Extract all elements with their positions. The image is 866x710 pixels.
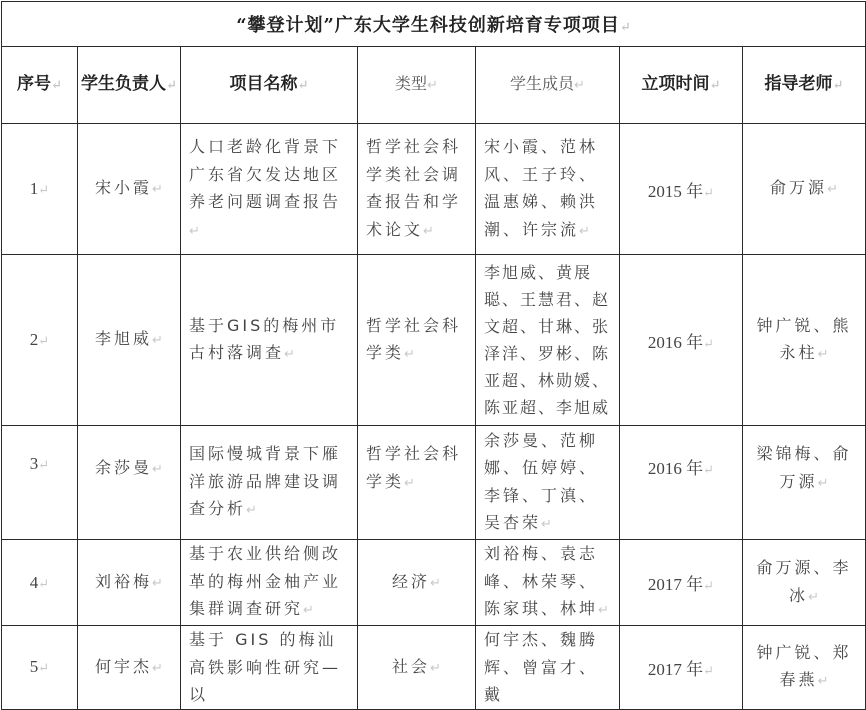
table-row (2, 540, 866, 626)
row-members: 刘裕梅、袁志峰、林荣琴、陈家琪、林坤↵ (476, 540, 620, 626)
table-row (2, 426, 866, 540)
row-year: 2017 年↵ (620, 540, 743, 626)
row-index: 2↵ (2, 255, 78, 426)
header-year: 立项时间↵ (620, 47, 743, 124)
row-index: 1↵ (2, 124, 78, 255)
table-title: “攀登计划”广东大学生科技创新培育专项项目↵ (2, 2, 866, 47)
row-index: 5↵ (2, 626, 78, 710)
table-row (2, 255, 866, 426)
row-advisor: 钟广锐、郑春燕↵ (743, 626, 866, 710)
row-advisor: 钟广锐、熊永柱↵ (743, 255, 866, 426)
row-advisor: 俞万源、李冰↵ (743, 540, 866, 626)
row-type: 经济↵ (358, 540, 476, 626)
row-leader: 刘裕梅↵ (78, 540, 181, 626)
row-year: 2016 年↵ (620, 255, 743, 426)
row-project: 基于GIS的梅州市古村落调查↵ (181, 255, 358, 426)
project-table (1, 1, 866, 710)
table-row (2, 124, 866, 255)
header-type: 类型↵ (358, 47, 476, 124)
row-members: 李旭威、黄展聪、王慧君、赵文超、甘琳、张泽洋、罗彬、陈亚超、林勋媛、陈亚超、李旭威 (476, 255, 620, 426)
row-members: 何宇杰、魏腾辉、曾富才、戴 (476, 626, 620, 710)
header-leader: 学生负责人↵ (78, 47, 181, 124)
header-index: 序号↵ (2, 47, 78, 124)
row-type: 哲学社会科学类↵ (358, 426, 476, 540)
row-index: 4↵ (2, 540, 78, 626)
header-project: 项目名称↵ (181, 47, 358, 124)
row-advisor: 梁锦梅、俞万源↵ (743, 426, 866, 540)
row-leader: 余莎曼↵ (78, 426, 181, 540)
row-type: 哲学社会科学类社会调查报告和学术论文↵ (358, 124, 476, 255)
header-members: 学生成员↵ (476, 47, 620, 124)
row-type: 社会↵ (358, 626, 476, 710)
row-members: 宋小霞、范林风、王子玲、温惠娣、赖洪潮、许宗流↵ (476, 124, 620, 255)
row-advisor: 俞万源↵ (743, 124, 866, 255)
row-leader: 李旭威↵ (78, 255, 181, 426)
row-project: 基于 GIS 的梅汕高铁影响性研究—以 (181, 626, 358, 710)
row-index: 3↵ (2, 426, 78, 540)
table-row (2, 626, 866, 710)
row-type: 哲学社会科学类↵ (358, 255, 476, 426)
header-advisor: 指导老师↵ (743, 47, 866, 124)
row-year: 2017 年↵ (620, 626, 743, 710)
row-year: 2016 年↵ (620, 426, 743, 540)
row-project: 人口老龄化背景下广东省欠发达地区养老问题调查报告↵ (181, 124, 358, 255)
row-members: 余莎曼、范柳娜、伍婷婷、李锋、丁滇、吴杏荣↵ (476, 426, 620, 540)
row-project: 国际慢城背景下雁洋旅游品牌建设调查分析↵ (181, 426, 358, 540)
row-leader: 何宇杰↵ (78, 626, 181, 710)
row-project: 基于农业供给侧改革的梅州金柚产业集群调查研究↵ (181, 540, 358, 626)
row-year: 2015 年↵ (620, 124, 743, 255)
row-leader: 宋小霞↵ (78, 124, 181, 255)
